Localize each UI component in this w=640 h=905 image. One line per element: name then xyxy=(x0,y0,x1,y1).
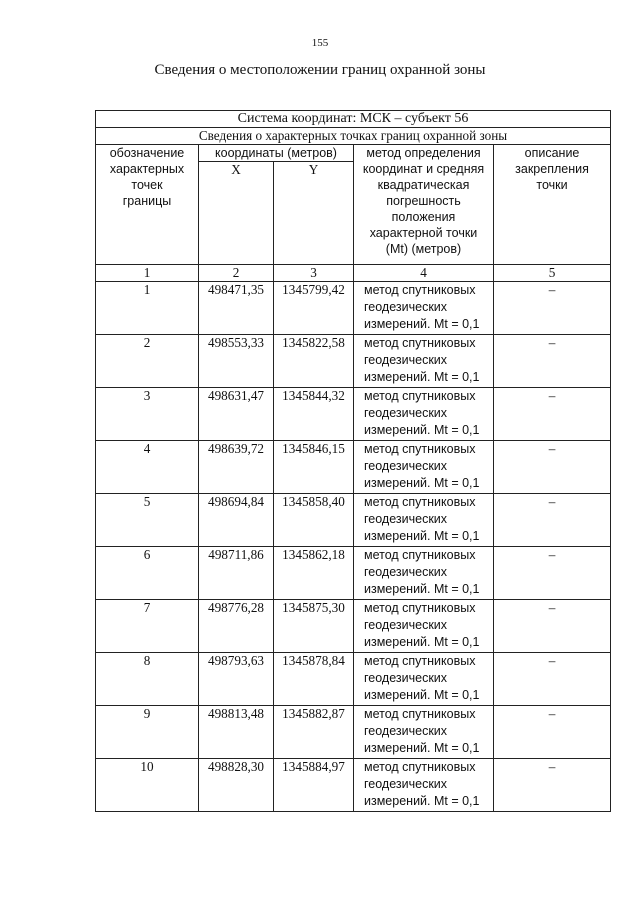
column-number: 2 xyxy=(199,265,274,282)
description-cell: – xyxy=(494,759,611,812)
method-line: геодезических xyxy=(364,512,448,526)
method-line: измерений. Mt = 0,1 xyxy=(364,423,480,437)
y-coordinate-cell: 1345884,97 xyxy=(274,759,354,812)
point-number-cell: 6 xyxy=(96,547,199,600)
description-cell: – xyxy=(494,441,611,494)
method-line: метод спутниковых xyxy=(364,548,476,562)
description-cell: – xyxy=(494,653,611,706)
x-coordinate-cell: 498631,47 xyxy=(199,388,274,441)
y-coordinate-cell: 1345878,84 xyxy=(274,653,354,706)
method-cell xyxy=(354,494,494,547)
x-coordinate-cell: 498639,72 xyxy=(199,441,274,494)
description-cell: – xyxy=(494,494,611,547)
method-cell xyxy=(354,388,494,441)
page-number: 155 xyxy=(311,37,329,49)
y-coordinate-cell: 1345846,15 xyxy=(274,441,354,494)
column-number: 4 xyxy=(354,265,494,282)
method-line: измерений. Mt = 0,1 xyxy=(364,741,480,755)
point-number-cell: 3 xyxy=(96,388,199,441)
table-row xyxy=(96,335,611,388)
point-designation-header xyxy=(96,145,199,265)
description-cell: – xyxy=(494,600,611,653)
point-designation-line: обозначение xyxy=(109,146,185,160)
description-cell: – xyxy=(494,388,611,441)
method-line: измерений. Mt = 0,1 xyxy=(364,635,480,649)
method-line: измерений. Mt = 0,1 xyxy=(364,317,480,331)
table-row xyxy=(96,388,611,441)
boundary-points-table xyxy=(95,110,611,812)
method-line: геодезических xyxy=(364,671,448,685)
method-header-line: (Mt) (метров) xyxy=(385,242,462,256)
method-header-line: погрешность xyxy=(386,194,461,208)
system-header-row xyxy=(96,111,611,128)
method-line: метод спутниковых xyxy=(364,707,476,721)
method-header xyxy=(354,145,494,265)
method-cell xyxy=(354,600,494,653)
method-line: измерений. Mt = 0,1 xyxy=(364,582,480,596)
point-number-cell: 9 xyxy=(96,706,199,759)
point-number-cell: 7 xyxy=(96,600,199,653)
table-row xyxy=(96,600,611,653)
y-coordinate-cell: 1345862,18 xyxy=(274,547,354,600)
point-number-cell: 1 xyxy=(96,282,199,335)
method-line: геодезических xyxy=(364,300,448,314)
method-line: измерений. Mt = 0,1 xyxy=(364,688,480,702)
column-number-row xyxy=(96,265,611,282)
description-header xyxy=(494,145,611,265)
column-number: 3 xyxy=(274,265,354,282)
description-cell: – xyxy=(494,706,611,759)
method-line: геодезических xyxy=(364,777,448,791)
description-header-line: описание xyxy=(524,146,580,160)
column-number: 5 xyxy=(494,265,611,282)
description-cell: – xyxy=(494,335,611,388)
x-coordinate-cell: 498694,84 xyxy=(199,494,274,547)
table-row xyxy=(96,547,611,600)
document-title: Сведения о местоположении границ охранной зоны xyxy=(154,62,486,78)
table-row xyxy=(96,494,611,547)
method-cell xyxy=(354,759,494,812)
table-row xyxy=(96,759,611,812)
point-number-cell: 5 xyxy=(96,494,199,547)
points-header-row xyxy=(96,128,611,145)
x-coordinate-cell: 498553,33 xyxy=(199,335,274,388)
method-line: метод спутниковых xyxy=(364,283,476,297)
x-header: X xyxy=(199,162,274,265)
method-line: геодезических xyxy=(364,406,448,420)
method-line: метод спутниковых xyxy=(364,654,476,668)
table-row xyxy=(96,282,611,335)
y-header: Y xyxy=(274,162,354,265)
method-line: метод спутниковых xyxy=(364,760,476,774)
table-row xyxy=(96,441,611,494)
description-cell: – xyxy=(494,282,611,335)
method-header-line: метод определения xyxy=(366,146,481,160)
y-coordinate-cell: 1345882,87 xyxy=(274,706,354,759)
x-coordinate-cell: 498813,48 xyxy=(199,706,274,759)
method-line: геодезических xyxy=(364,459,448,473)
method-cell xyxy=(354,547,494,600)
point-number-cell: 2 xyxy=(96,335,199,388)
method-header-line: характерной точки xyxy=(369,226,478,240)
method-line: геодезических xyxy=(364,353,448,367)
x-coordinate-cell: 498776,28 xyxy=(199,600,274,653)
y-coordinate-cell: 1345822,58 xyxy=(274,335,354,388)
y-coordinate-cell: 1345844,32 xyxy=(274,388,354,441)
method-line: измерений. Mt = 0,1 xyxy=(364,370,480,384)
point-number-cell: 10 xyxy=(96,759,199,812)
method-line: измерений. Mt = 0,1 xyxy=(364,529,480,543)
description-cell: – xyxy=(494,547,611,600)
coordinates-header: координаты (метров) xyxy=(199,145,354,162)
y-coordinate-cell: 1345858,40 xyxy=(274,494,354,547)
coordinate-system-cell: Система координат: МСК – субъект 56 xyxy=(96,111,611,128)
point-number-cell: 4 xyxy=(96,441,199,494)
method-cell xyxy=(354,653,494,706)
method-header-line: координат и средняя xyxy=(362,162,485,176)
point-number-cell: 8 xyxy=(96,653,199,706)
y-coordinate-cell: 1345799,42 xyxy=(274,282,354,335)
method-header-line: квадратическая xyxy=(377,178,470,192)
column-header-row xyxy=(96,145,611,162)
method-cell xyxy=(354,335,494,388)
table-row xyxy=(96,706,611,759)
method-line: геодезических xyxy=(364,724,448,738)
method-line: метод спутниковых xyxy=(364,442,476,456)
method-line: метод спутниковых xyxy=(364,336,476,350)
method-cell xyxy=(354,706,494,759)
description-header-line: точки xyxy=(536,178,568,192)
method-line: геодезических xyxy=(364,618,448,632)
column-number: 1 xyxy=(96,265,199,282)
description-header-line: закрепления xyxy=(515,162,589,176)
method-line: геодезических xyxy=(364,565,448,579)
x-coordinate-cell: 498711,86 xyxy=(199,547,274,600)
method-line: измерений. Mt = 0,1 xyxy=(364,476,480,490)
method-cell xyxy=(354,441,494,494)
method-line: метод спутниковых xyxy=(364,495,476,509)
method-line: метод спутниковых xyxy=(364,601,476,615)
method-header-line: положения xyxy=(391,210,456,224)
method-line: измерений. Mt = 0,1 xyxy=(364,794,480,808)
point-designation-line: границы xyxy=(122,194,172,208)
method-cell xyxy=(354,282,494,335)
point-designation-line: точек xyxy=(131,178,163,192)
x-coordinate-cell: 498828,30 xyxy=(199,759,274,812)
x-coordinate-cell: 498793,63 xyxy=(199,653,274,706)
y-coordinate-cell: 1345875,30 xyxy=(274,600,354,653)
method-line: метод спутниковых xyxy=(364,389,476,403)
table-row xyxy=(96,653,611,706)
point-designation-line: характерных xyxy=(109,162,185,176)
x-coordinate-cell: 498471,35 xyxy=(199,282,274,335)
points-header-cell: Сведения о характерных точках границ охранной зоны xyxy=(96,128,611,145)
